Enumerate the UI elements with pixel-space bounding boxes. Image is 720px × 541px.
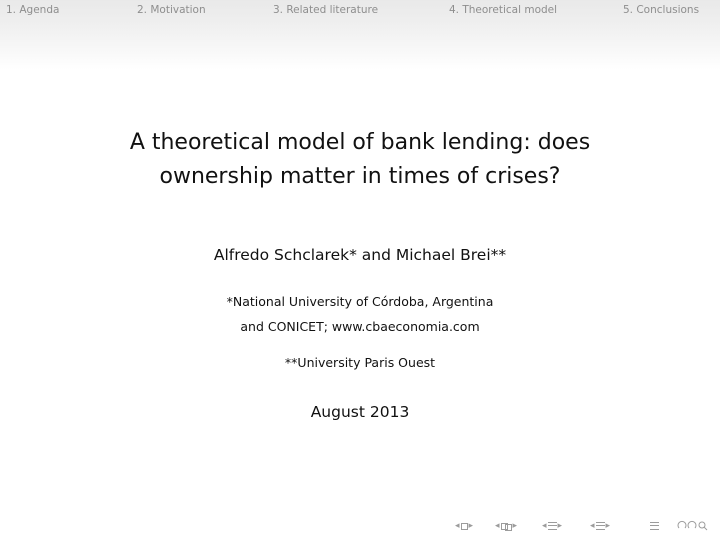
nav-item-conclusions[interactable]: 5. Conclusions: [623, 4, 700, 16]
affiliation-2: and CONICET; www.cbaeconomia.com: [240, 319, 480, 334]
section-forward-icon[interactable]: ▸: [557, 521, 563, 531]
affiliation-3: **University Paris Ouest: [284, 355, 436, 370]
section-navigation-bar: [0, 0, 720, 70]
list-back-icon[interactable]: ◂: [590, 521, 595, 531]
nav-item-theoretical-model[interactable]: 4. Theoretical model: [449, 4, 558, 16]
subsection-forward-icon[interactable]: ▸: [512, 521, 518, 531]
section-icon: [548, 522, 557, 530]
slide-title: [0, 126, 720, 194]
search-navigation: [676, 519, 708, 533]
search-undo-icon[interactable]: [676, 520, 708, 532]
frame-navigation: [455, 519, 473, 533]
list-forward-icon[interactable]: ▸: [605, 521, 611, 531]
appendix-navigation: [649, 519, 660, 533]
nav-item-agenda[interactable]: 1. Agenda: [6, 4, 60, 16]
title-line-2: ownership matter in times of crises?: [159, 164, 561, 189]
frame-icon: [461, 523, 468, 530]
subsection-list-navigation: [590, 519, 610, 533]
title-line-1: A theoretical model of bank lending: does: [129, 130, 591, 155]
appendix-icon[interactable]: [650, 522, 659, 530]
authors: Alfredo Schclarek* and Michael Brei**: [213, 246, 507, 264]
nav-item-motivation[interactable]: 2. Motivation: [137, 4, 206, 16]
list-icon: [596, 522, 605, 530]
nav-item-related-literature[interactable]: 3. Related literature: [273, 4, 379, 16]
affiliation-1: *National University of Córdoba, Argentina: [226, 294, 494, 309]
presentation-date: August 2013: [310, 403, 410, 421]
frame-forward-icon[interactable]: ▸: [468, 521, 474, 531]
frame-back-icon[interactable]: ◂: [455, 521, 460, 531]
subsection-icon-stack: [505, 524, 512, 531]
subsection-navigation: [495, 519, 517, 533]
subsection-back-icon[interactable]: ◂: [495, 521, 500, 531]
section-navigation: [542, 519, 562, 533]
section-back-icon[interactable]: ◂: [542, 521, 547, 531]
